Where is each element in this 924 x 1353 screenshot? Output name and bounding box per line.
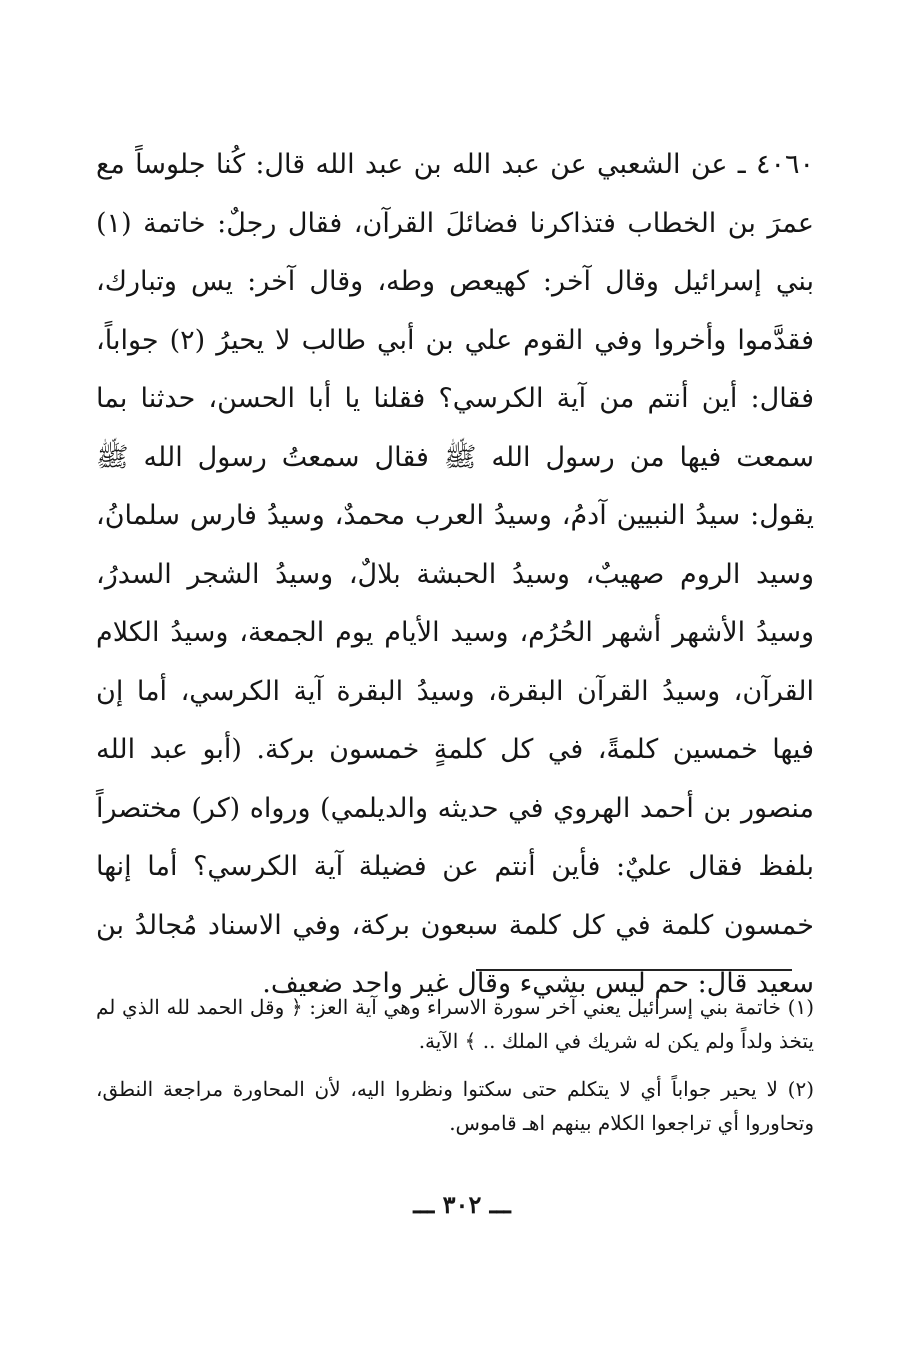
footnotes (96, 990, 814, 1154)
footnote-divider (476, 969, 792, 971)
footnote-1: (١) خاتمة بني إسرائيل يعني آخر سورة الاسراء وهي آية العز: ﴿ وقل الحمد لله الذي لم يتخذ ولداً ولم يكن له شريك في الملك .. ﴾ الآية. (96, 995, 814, 1053)
page-number: ـــ ٣٠٢ ـــ (413, 1190, 511, 1219)
footnote-2: (٢) لا يحير جواباً أي لا يتكلم حتى سكتوا ونظروا اليه، لأن المحاورة مراجعة النطق، وتحاوروا أي تراجعوا الكلام بينهم اهـ قاموس. (96, 1077, 814, 1135)
hadith-paragraph: ٤٠٦٠ ـ عن الشعبي عن عبد الله بن عبد الله قال: كُنا جلوساً مع عمرَ بن الخطاب فتذاكرنا فضائلَ القرآن، فقال رجلٌ: خاتمة (١) بني إسرائيل وقال آخر: كهيعص وطه، وقال آخر: يس وتبارك، فقدَّموا وأخروا وفي القوم علي بن أبي طالب لا يحيرُ (٢) جواباً، فقال: أين أنتم من آية الكرسي؟ فقلنا يا أبا الحسن، حدثنا بما سمعت فيها من رسول الله ﷺ فقال سمعتُ رسول الله ﷺ يقول: سيدُ النبيين آدمُ، وسيدُ العرب محمدٌ، وسيدُ فارس سلمانُ، وسيد الروم صهيبٌ، وسيدُ الحبشة بلالٌ، وسيدُ الشجر السدرُ، وسيدُ الأشهر أشهر الحُرُم، وسيد الأيام يوم الجمعة، وسيدُ الكلام القرآن، وسيدُ القرآن البقرة، وسيدُ البقرة آية الكرسي، أما إن فيها خمسين كلمةً، في كل كلمةٍ خمسون بركة. (أبو عبد الله منصور بن أحمد الهروي في حديثه والديلمي) ورواه (كر) مختصراً بلفظ فقال عليٌ: فأين أنتم عن فضيلة آية الكرسي؟ أما إنها خمسون كلمة في كل كلمة سبعون بركة، وفي الاسناد مُجالدُ بن سعيد قال: حم ليس بشيء وقال غير واحد ضعيف. (96, 149, 814, 999)
hadith-body (96, 136, 814, 1014)
